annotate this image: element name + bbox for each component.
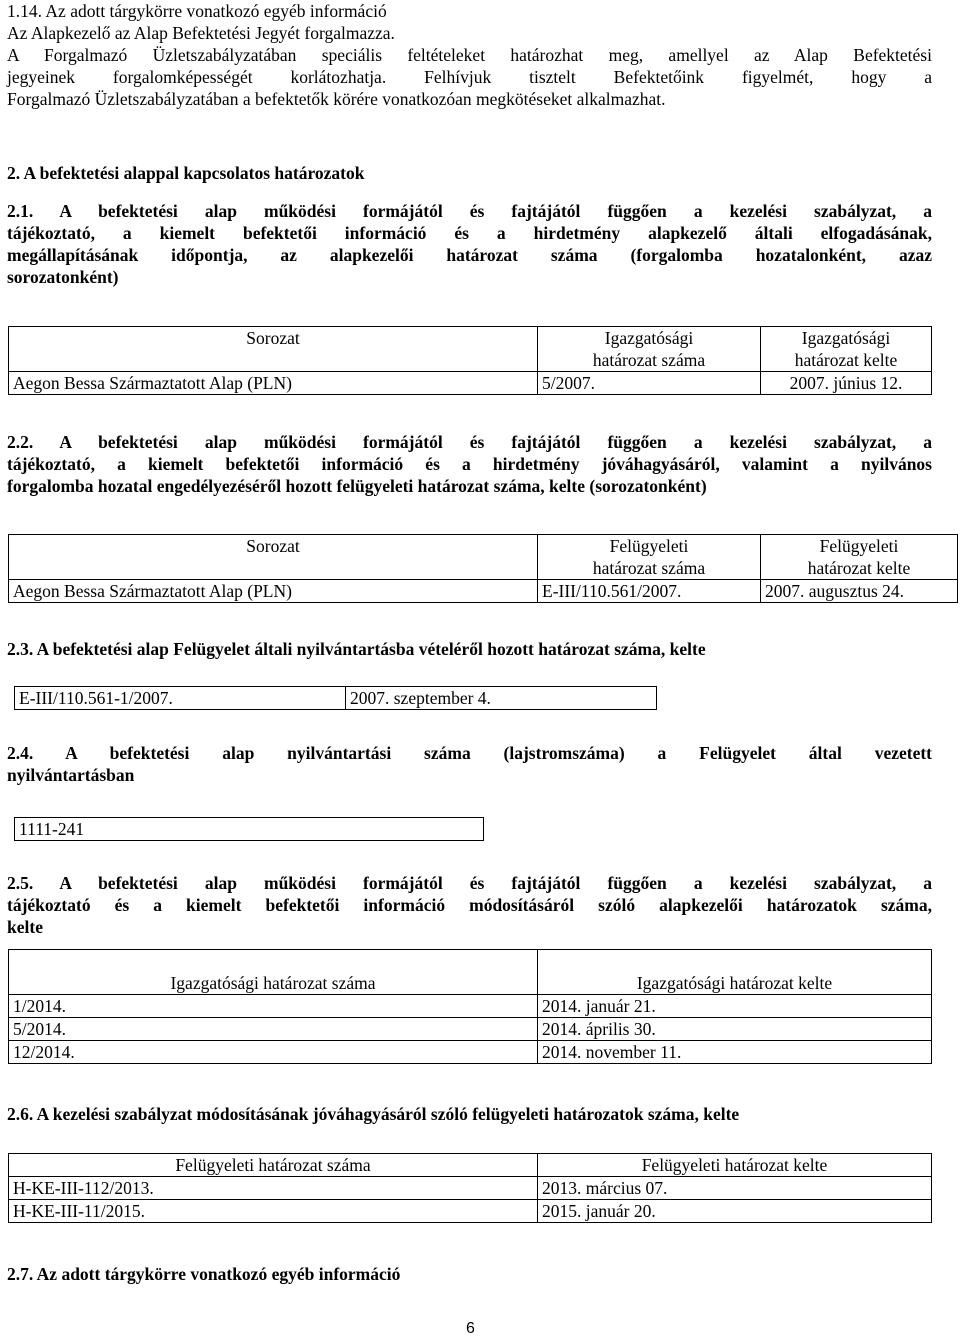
s24-line-2: nyilvántartásban — [7, 765, 135, 785]
section-2-title: 2. A befektetési alappal kapcsolatos határozatok — [7, 163, 365, 183]
col-header-number: Igazgatósági határozat száma — [538, 327, 761, 372]
s25-line-1: 2.5. A befektetési alap működési formájától és fajtájától függően a kezelési szabályzat, a — [7, 873, 932, 893]
page-number: 6 — [466, 1320, 475, 1337]
table-row — [15, 687, 657, 710]
cell-number: 5/2007. — [538, 372, 761, 395]
s21-line-3: megállapításának időpontja, az alapkezelői határozat száma (forgalomba hozatalonként, azaz — [7, 245, 932, 265]
intro-section — [7, 0, 932, 110]
section-2-6-text — [7, 1103, 932, 1125]
cell-number: H-KE-III-112/2013. — [9, 1177, 538, 1200]
cell-number: 12/2014. — [9, 1041, 538, 1064]
intro-paragraph-line-3: Forgalmazó Üzletszabályzatában a befektetők körére vonatkozóan megkötéseket alkalmazhat. — [7, 89, 666, 109]
table-2-6 — [8, 1153, 932, 1223]
s25-line-2: tájékoztató és a kiemelt befektetői információ módosításáról szóló alapkezelői határozatok száma, — [7, 895, 932, 915]
section-2-2-text — [7, 431, 932, 497]
table-header-row — [9, 327, 932, 372]
section-2-3-text — [7, 638, 932, 660]
cell-date: 2014. január 21. — [538, 995, 932, 1018]
cell-series: Aegon Bessa Származtatott Alap (PLN) — [9, 372, 538, 395]
cell-number: E-III/110.561/2007. — [538, 580, 761, 603]
s26-line-1: 2.6. A kezelési szabályzat módosításának jóváhagyásáról szóló felügyeleti határozatok száma, kelte — [7, 1104, 740, 1124]
col-header-series: Sorozat — [9, 327, 538, 372]
table-row — [9, 995, 932, 1018]
table-2-2 — [8, 534, 958, 603]
col-header-number: Felügyeleti határozat száma — [538, 535, 761, 580]
col-header-date: Felügyeleti határozat kelte — [538, 1154, 932, 1177]
cell-number: E-III/110.561-1/2007. — [15, 687, 346, 710]
intro-paragraph-line-1: A Forgalmazó Üzletszabályzatában speciális feltételeket határozhat meg, amellyel az Alap Befektetési — [7, 45, 932, 65]
cell-date: 2015. január 20. — [538, 1200, 932, 1223]
intro-paragraph-line-2: jegyeinek forgalomképességét korlátozhatja. Felhívjuk tisztelt Befektetőink figyelmét, hogy a — [7, 67, 932, 87]
s21-line-4: sorozatonként) — [7, 267, 119, 287]
section-2-5-text — [7, 872, 932, 938]
intro-heading: 1.14. Az adott tárgykörre vonatkozó egyéb információ — [7, 1, 387, 21]
section-2-heading — [7, 162, 932, 184]
table-row — [15, 818, 484, 841]
cell-date: 2007. június 12. — [761, 372, 932, 395]
cell-date: 2007. augusztus 24. — [761, 580, 958, 603]
cell-date: 2013. március 07. — [538, 1177, 932, 1200]
table-row — [9, 372, 932, 395]
table-2-4 — [14, 817, 484, 841]
cell-date: 2007. szeptember 4. — [346, 687, 657, 710]
col-header-date: Igazgatósági határozat kelte — [761, 327, 932, 372]
table-header-row — [9, 1154, 932, 1177]
cell-series: Aegon Bessa Származtatott Alap (PLN) — [9, 580, 538, 603]
s22-line-2: tájékoztató, a kiemelt befektetői információ és a hirdetmény jóváhagyásáról, valamint a nyilvános — [7, 454, 932, 474]
table-2-3 — [14, 686, 657, 710]
table-header-row — [9, 535, 958, 580]
cell-number: 1/2014. — [9, 995, 538, 1018]
s23-line-1: 2.3. A befektetési alap Felügyelet általi nyilvántartásba vételéről hozott határozat száma, kelte — [7, 639, 706, 659]
col-header-date: Igazgatósági határozat kelte — [538, 950, 932, 995]
col-header-number: Felügyeleti határozat száma — [9, 1154, 538, 1177]
cell-date: 2014. április 30. — [538, 1018, 932, 1041]
cell-number: 5/2014. — [9, 1018, 538, 1041]
s21-line-1: 2.1. A befektetési alap működési formájától és fajtájától függően a kezelési szabályzat, a — [7, 201, 932, 221]
s25-line-3: kelte — [7, 917, 43, 937]
table-2-1 — [8, 326, 932, 395]
table-row — [9, 1200, 932, 1223]
table-row — [9, 1018, 932, 1041]
s24-line-1: 2.4. A befektetési alap nyilvántartási száma (lajstromszáma) a Felügyelet által vezetett — [7, 743, 932, 763]
table-2-5 — [8, 949, 932, 1064]
table-row — [9, 1041, 932, 1064]
intro-line-1: Az Alapkezelő az Alap Befektetési Jegyét forgalmazza. — [7, 23, 395, 43]
s21-line-2: tájékoztató, a kiemelt befektetői információ és a hirdetmény alapkezelő általi elfogadásának, — [7, 223, 932, 243]
cell-date: 2014. november 11. — [538, 1041, 932, 1064]
table-row — [9, 580, 958, 603]
col-header-number: Igazgatósági határozat száma — [9, 950, 538, 995]
s27-title: 2.7. Az adott tárgykörre vonatkozó egyéb információ — [7, 1264, 401, 1284]
col-header-date: Felügyeleti határozat kelte — [761, 535, 958, 580]
section-2-4-text — [7, 742, 932, 786]
cell-number: H-KE-III-11/2015. — [9, 1200, 538, 1223]
col-header-series: Sorozat — [9, 535, 538, 580]
table-header-row — [9, 950, 932, 995]
section-2-7-heading — [7, 1263, 932, 1285]
s22-line-3: forgalomba hozatal engedélyezéséről hozott felügyeleti határozat száma, kelte (sorozatonként) — [7, 476, 707, 496]
table-row — [9, 1177, 932, 1200]
s22-line-1: 2.2. A befektetési alap működési formájától és fajtájától függően a kezelési szabályzat, a — [7, 432, 932, 452]
section-2-1-text — [7, 200, 932, 288]
cell-register-number: 1111-241 — [15, 818, 484, 841]
